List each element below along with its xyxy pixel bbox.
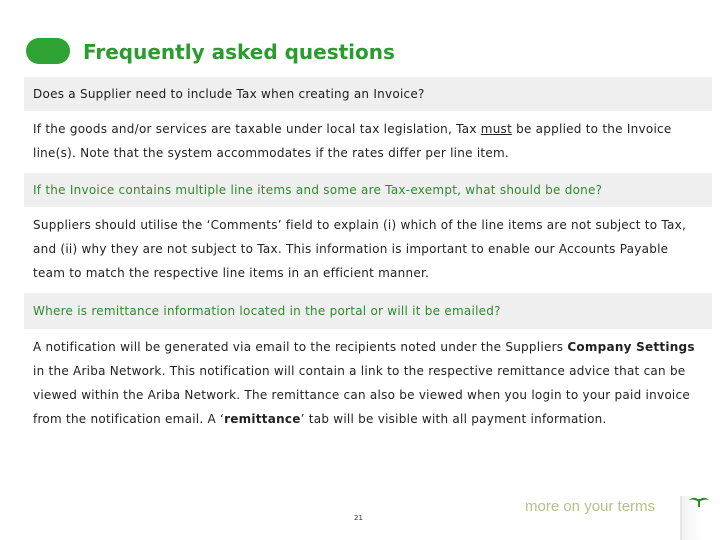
faq-answer-1-text-c: be applied to the Invoice line(s). Note that the system accommodates if the rates differ per line item. bbox=[33, 122, 672, 160]
faq-answer-3-text-e: ’ tab will be visible with all payment information. bbox=[300, 412, 607, 426]
faq-answer-1 bbox=[24, 111, 712, 173]
page-number: 21 bbox=[354, 514, 363, 522]
faq-answer-3-text-c: in the Ariba Network. This notification will contain a link to the respective remittance advice that can be viewed within the Ariba Network. The remittance can also be viewed when you login to your paid invoice from the notification email. A ‘ bbox=[33, 364, 690, 426]
faq-question-2: If the Invoice contains multiple line items and some are Tax-exempt, what should be done? bbox=[24, 173, 712, 207]
faq-question-1: Does a Supplier need to include Tax when creating an Invoice? bbox=[24, 77, 712, 111]
title-pill-icon bbox=[26, 38, 70, 64]
page-title: Frequently asked questions bbox=[83, 40, 395, 64]
faq-answer-1-emphasis: must bbox=[480, 122, 513, 136]
faq-answer-3-company-settings: Company Settings bbox=[567, 340, 695, 354]
faq-list bbox=[24, 77, 712, 439]
faq-answer-2: Suppliers should utilise the ‘Comments’ field to explain (i) which of the line items are not subject to Tax, and (ii) why they are not subject to Tax. This information is important to enable our Accounts Payable team to match the respective line items in an efficient manner. bbox=[33, 218, 687, 280]
faq-answer-3-remittance: remittance bbox=[224, 412, 301, 426]
footer-tagline: more on your terms bbox=[525, 498, 656, 515]
sprig-logo-icon bbox=[688, 494, 710, 508]
faq-answer-3 bbox=[24, 329, 712, 439]
faq-question-3: Where is remittance information located in the portal or will it be emailed? bbox=[24, 293, 712, 329]
faq-answer-1-text-a: If the goods and/or services are taxable under local tax legislation, Tax bbox=[33, 122, 481, 136]
faq-answer-3-text-a: A notification will be generated via email to the recipients noted under the Suppliers bbox=[33, 340, 568, 354]
